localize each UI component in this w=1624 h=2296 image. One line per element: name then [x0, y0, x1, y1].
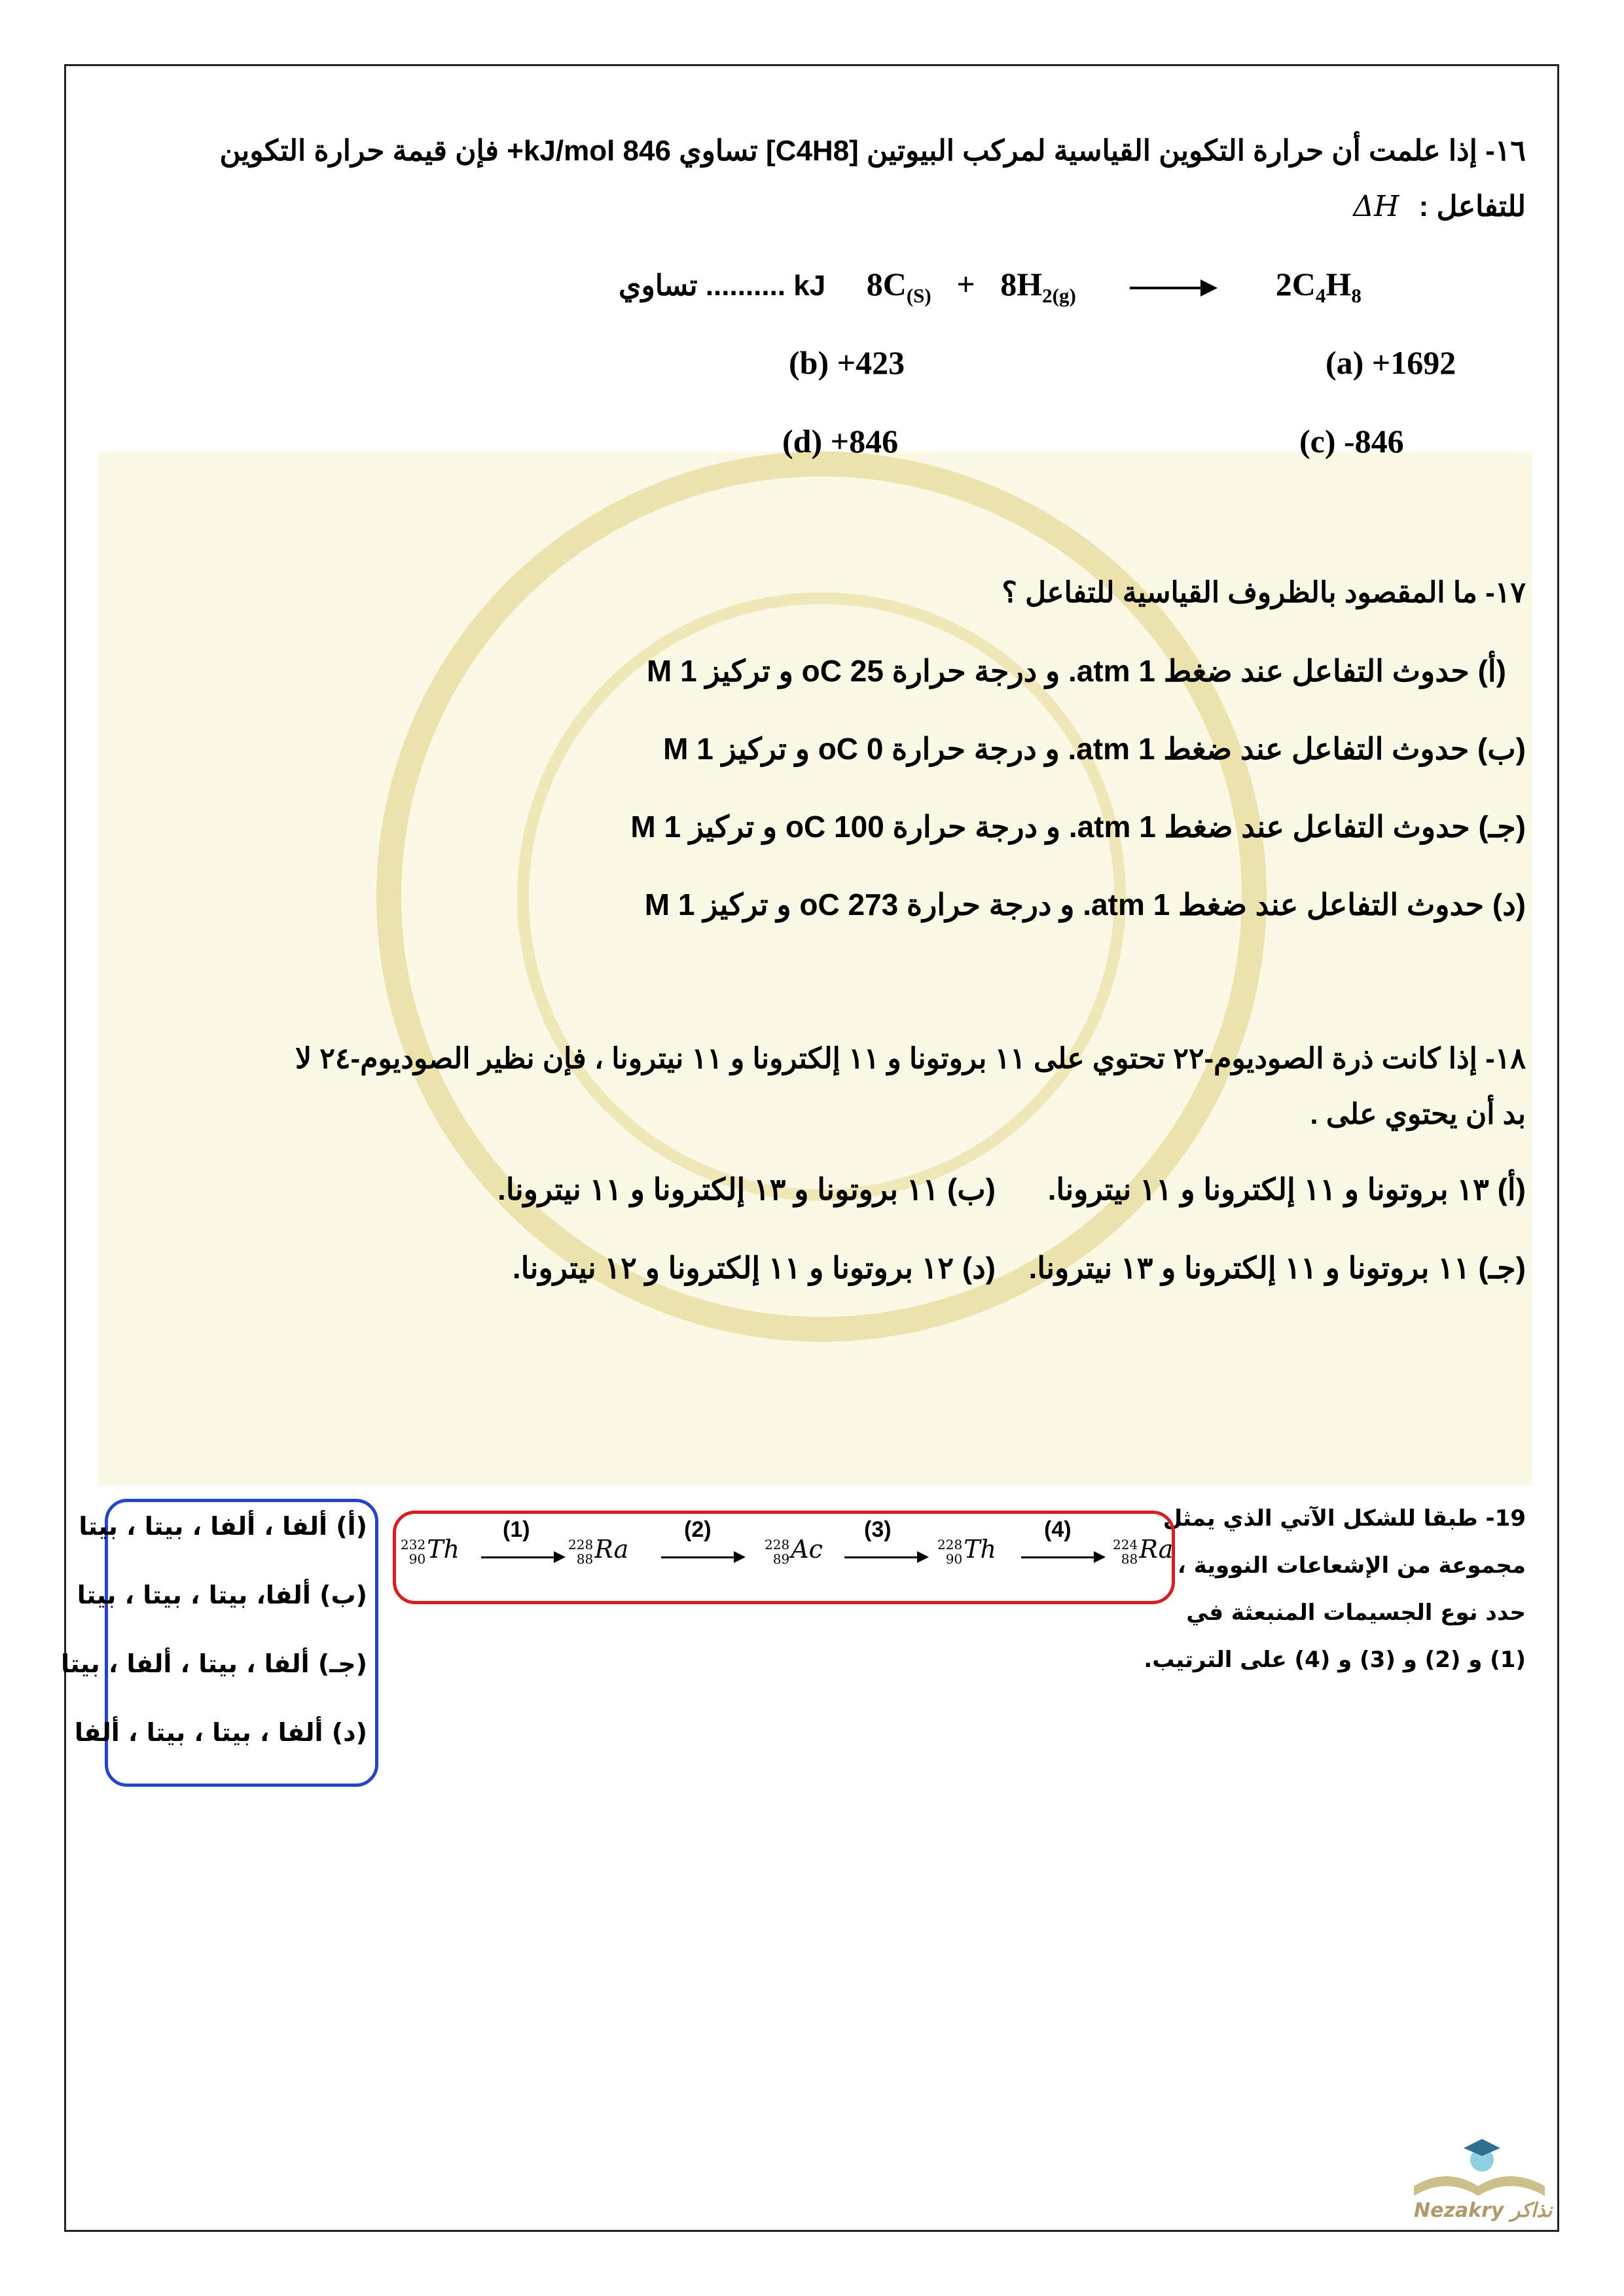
q19-text-line2: مجموعة من الإشعاعات النووية ،: [1177, 1552, 1526, 1579]
equals-blank: تساوي .......... kJ: [619, 270, 826, 302]
q18-option-c[interactable]: (جـ) ١١ بروتونا و ١١ إلكترونا و ١٣ نيترونا.: [1028, 1251, 1526, 1285]
element-symbol: Th: [964, 1535, 997, 1564]
q16-option-d[interactable]: (d) +846: [782, 423, 899, 459]
atomic-number: 88: [1121, 1551, 1138, 1567]
q18-text-line1: ١٨- إذا كانت ذرة الصوديوم-٢٢ تحتوي على ١١ بروتونا و ١١ إلكترونا و ١١ نيترونا ، فإن نظير الصوديوم-٢٤ لا: [295, 1043, 1526, 1075]
product-subscript-h: 8: [1351, 284, 1362, 307]
state-gas: (g): [1052, 284, 1076, 307]
q16-text-line1: ١٦- إذا علمت أن حرارة التكوين القياسية لمركب البيوتين [C4H8] تساوي 846 kJ/mol+ فإن قيمة حرارة التكوين: [219, 135, 1526, 167]
atomic-number: 90: [945, 1551, 963, 1567]
decay-arrow-2: [661, 1556, 743, 1558]
element-symbol: Ra: [1139, 1535, 1174, 1564]
product-h: H: [1326, 266, 1352, 302]
q18-option-a[interactable]: (أ) ١٣ بروتونا و ١١ إلكترونا و ١١ نيترونا.: [1047, 1172, 1526, 1206]
atomic-number: 90: [408, 1551, 426, 1567]
state-solid: (S): [906, 284, 931, 307]
product-subscript-c: 4: [1315, 284, 1326, 307]
q17-option-a[interactable]: (أ) حدوث التفاعل عند ضغط 1 atm. و درجة حرارة 25 oC و تركيز 1 M: [647, 654, 1506, 688]
q18-option-d[interactable]: (د) ١٢ بروتونا و ١١ إلكترونا و ١٢ نيترونا.: [512, 1251, 996, 1285]
q16-option-b[interactable]: (b) +423: [789, 344, 905, 381]
nuclide-th-228: [937, 1535, 996, 1566]
reactant-carbon: 8C: [866, 266, 907, 302]
q16-text-line2: [1353, 190, 1526, 223]
element-symbol: Ac: [791, 1535, 823, 1564]
decay-arrow-4: [1021, 1556, 1103, 1558]
mass-number: 224: [1113, 1536, 1138, 1552]
hydrogen-subscript: 2: [1042, 284, 1053, 307]
q19-text-line4: (1) و (2) و (3) و (4) على الترتيب.: [1144, 1647, 1526, 1673]
atomic-number: 88: [576, 1551, 594, 1567]
decay-step-4: (4): [1044, 1517, 1072, 1542]
element-symbol: Ra: [594, 1535, 629, 1564]
q16-equation: [619, 265, 1362, 308]
decay-arrow-3: [844, 1556, 926, 1558]
q16-option-a[interactable]: (a) +1692: [1326, 344, 1456, 381]
q19-text-line3: حدد نوع الجسيمات المنبعثة في: [1186, 1600, 1526, 1626]
q19-option-b[interactable]: (ب) ألفا، بيتا ، بيتا ، بيتا: [77, 1581, 367, 1609]
plus-sign: +: [956, 266, 975, 302]
q19-option-a[interactable]: (أ) ألفا ، ألفا ، بيتا ، بيتا: [79, 1512, 367, 1541]
q16-option-c[interactable]: (c) -846: [1299, 423, 1404, 459]
nuclide-ra-224: [1113, 1535, 1173, 1566]
decay-step-3: (3): [864, 1517, 892, 1542]
nuclide-th-232: [401, 1535, 460, 1566]
q18-option-b[interactable]: (ب) ١١ بروتونا و ١٣ إلكترونا و ١١ نيترونا.: [497, 1172, 996, 1206]
mass-number: 228: [568, 1536, 594, 1552]
product-butene: 2C: [1275, 266, 1316, 302]
q17-question: ١٧- ما المقصود بالظروف القياسية للتفاعل ؟: [1001, 577, 1526, 609]
delta-h-symbol: ΔH: [1353, 190, 1399, 223]
q16-for-reaction: للتفاعل :: [1418, 190, 1526, 223]
q18-text-line2: بد أن يحتوي على .: [1310, 1098, 1526, 1130]
q17-option-b[interactable]: (ب) حدوث التفاعل عند ضغط 1 atm. و درجة حرارة 0 oC و تركيز 1 M: [663, 732, 1526, 766]
nuclide-ac-228: [765, 1535, 823, 1566]
nuclide-ra-228: [568, 1535, 628, 1566]
decay-step-2: (2): [684, 1517, 712, 1542]
decay-arrow-1: [481, 1556, 563, 1558]
q17-option-d[interactable]: (د) حدوث التفاعل عند ضغط 1 atm. و درجة حرارة 273 oC و تركيز 1 M: [644, 888, 1526, 922]
reactant-hydrogen: 8H: [1000, 266, 1043, 302]
watermark-logo-text: Nezakry نذاكر: [1414, 2199, 1553, 2222]
q19-option-d[interactable]: (د) ألفا ، بيتا ، بيتا ، ألفا: [74, 1718, 367, 1747]
element-symbol: Th: [427, 1535, 460, 1564]
reaction-arrow: [1130, 287, 1215, 289]
mass-number: 228: [937, 1536, 963, 1552]
q17-option-c[interactable]: (جـ) حدوث التفاعل عند ضغط 1 atm. و درجة حرارة 100 oC و تركيز 1 M: [630, 810, 1526, 844]
atomic-number: 89: [772, 1551, 790, 1567]
q19-text-line1: 19- طبقا للشكل الآتي الذي يمثل: [1163, 1505, 1526, 1532]
decay-step-1: (1): [503, 1517, 530, 1542]
mass-number: 232: [401, 1536, 426, 1552]
q19-option-c[interactable]: (جـ) ألفا ، بيتا ، ألفا ، بيتا: [61, 1649, 367, 1678]
mass-number: 228: [765, 1536, 790, 1552]
